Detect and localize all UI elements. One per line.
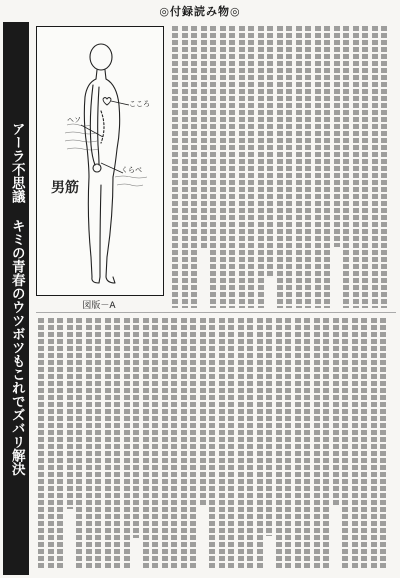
text-line — [210, 26, 216, 308]
text-line — [323, 318, 329, 568]
text-line — [76, 318, 82, 568]
text-line — [266, 318, 272, 536]
body-text-upper — [170, 26, 396, 308]
text-line — [247, 318, 253, 568]
text-line — [295, 318, 301, 568]
heart-icon — [103, 98, 111, 106]
text-line — [95, 318, 101, 568]
text-line — [67, 318, 73, 509]
text-line — [86, 318, 92, 568]
text-line — [352, 318, 358, 568]
text-line — [267, 26, 273, 278]
text-line — [201, 26, 207, 249]
text-line — [315, 26, 321, 308]
text-line — [182, 26, 188, 308]
text-line — [286, 26, 292, 308]
figure-a — [36, 26, 164, 296]
body-text-lower — [36, 318, 396, 568]
text-line — [380, 318, 386, 568]
text-line — [353, 26, 359, 308]
text-line — [219, 318, 225, 568]
text-line — [296, 26, 302, 308]
text-line — [333, 318, 339, 505]
text-line — [114, 318, 120, 568]
text-line — [258, 26, 264, 308]
section-divider — [36, 312, 396, 313]
header-title: ◎付録読み物◎ — [159, 5, 241, 18]
text-line — [200, 318, 206, 507]
text-line — [229, 26, 235, 308]
text-line — [381, 26, 387, 308]
text-line — [190, 318, 196, 568]
text-line — [162, 318, 168, 568]
text-line — [324, 26, 330, 308]
text-line — [133, 318, 139, 538]
figure-label-heso: ヘソ — [67, 116, 81, 124]
side-title: アーラ不思議 キミの青春のウツボツもこれでズバリ解決 — [8, 121, 25, 476]
text-line — [124, 318, 130, 568]
text-line — [304, 318, 310, 568]
text-line — [38, 318, 44, 568]
text-line — [342, 318, 348, 568]
figure-label-kurabe: くらべ — [121, 166, 142, 174]
text-line — [48, 318, 54, 568]
text-line — [314, 318, 320, 568]
text-line — [172, 26, 178, 308]
text-line — [305, 26, 311, 308]
text-line — [220, 26, 226, 308]
text-line — [152, 318, 158, 568]
figure-label-otoko-suji: 男筋 — [51, 180, 79, 196]
text-line — [334, 26, 340, 247]
text-line — [228, 318, 234, 568]
text-line — [209, 318, 215, 568]
figure-label-kokoro: こころ — [129, 100, 150, 108]
text-line — [171, 318, 177, 568]
text-line — [277, 26, 283, 308]
text-line — [361, 318, 367, 568]
text-line — [362, 26, 368, 308]
text-line — [191, 26, 197, 308]
text-line — [238, 318, 244, 568]
text-line — [343, 26, 349, 308]
text-line — [276, 318, 282, 568]
text-line — [285, 318, 291, 568]
text-line — [248, 26, 254, 308]
figure-caption: 図版－A — [82, 301, 116, 311]
side-title-bar — [3, 22, 29, 575]
text-line — [181, 318, 187, 568]
page-header — [0, 0, 400, 22]
text-line — [257, 318, 263, 568]
text-line — [372, 26, 378, 308]
text-line — [143, 318, 149, 568]
human-body-illustration — [37, 27, 163, 295]
text-line — [371, 318, 377, 568]
text-line — [239, 26, 245, 308]
text-line — [105, 318, 111, 568]
text-line — [57, 318, 63, 568]
